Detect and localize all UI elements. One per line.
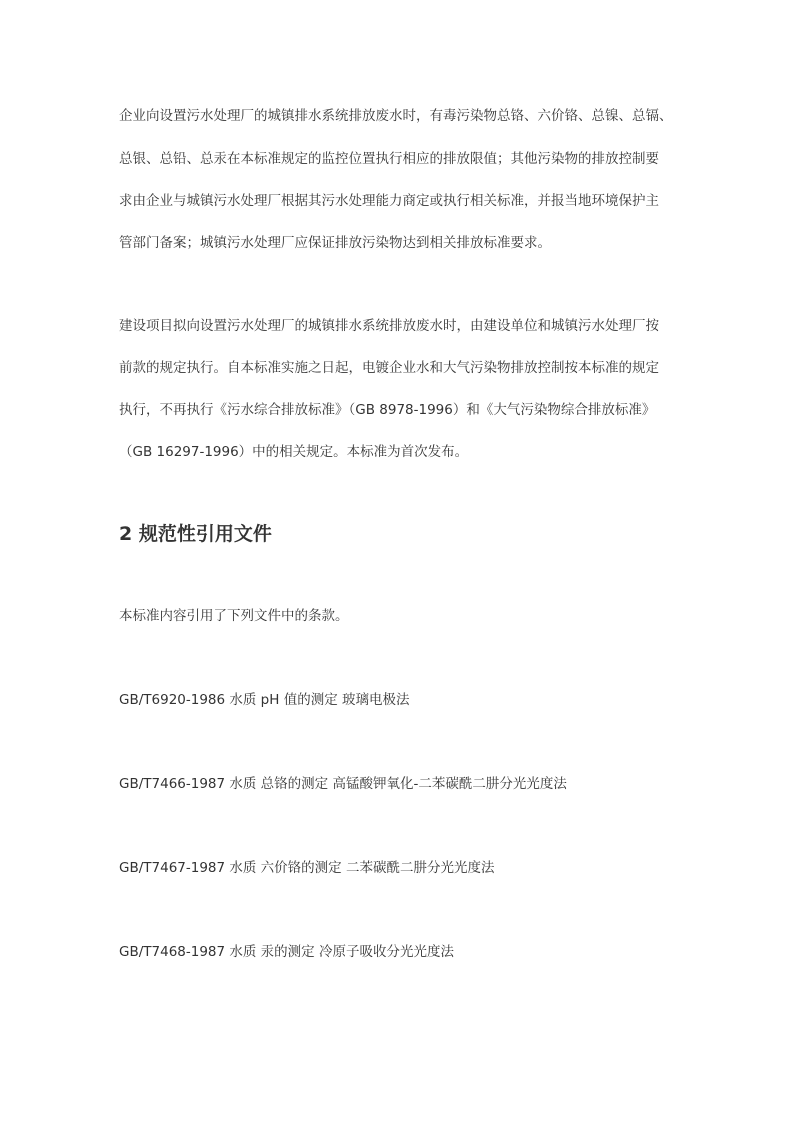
para1-line-4: 管部门备案；城镇污水处理厂应保证排放污染物达到相关排放标准要求。 (119, 235, 551, 251)
para2-line-1: 建设项目拟向设置污水处理厂的城镇排水系统排放废水时，由建设单位和城镇污水处理厂按 (119, 318, 659, 334)
para2-line-2: 前款的规定执行。自本标准实施之日起，电镀企业水和大气污染物排放控制按本标准的规定 (119, 360, 659, 376)
section-intro: 本标准内容引用了下列文件中的条款。 (119, 608, 349, 624)
para1-line-1: 企业向设置污水处理厂的城镇排水系统排放废水时，有毒污染物总铬、六价铬、总镍、总镉、 (119, 108, 673, 124)
reference-item-4: GB/T7468-1987 水质 汞的测定 冷原子吸收分光光度法 (119, 944, 454, 960)
section-heading: 2 规范性引用文件 (119, 523, 272, 545)
reference-item-1: GB/T6920-1986 水质 pH 值的测定 玻璃电极法 (119, 692, 410, 708)
reference-item-2: GB/T7466-1987 水质 总铬的测定 高锰酸钾氧化-二苯碳酰二肼分光光度法 (119, 776, 567, 792)
para1-line-3: 求由企业与城镇污水处理厂根据其污水处理能力商定或执行相关标准，并报当地环境保护主 (119, 193, 659, 209)
para2-line-3: 执行，不再执行《污水综合排放标准》（GB 8978-1996）和《大气污染物综合排放标准》 (119, 402, 656, 418)
reference-item-3: GB/T7467-1987 水质 六价铬的测定 二苯碳酰二肼分光光度法 (119, 860, 495, 876)
para1-line-2: 总银、总铅、总汞在本标准规定的监控位置执行相应的排放限值；其他污染物的排放控制要 (119, 151, 659, 167)
para2-line-4: （GB 16297-1996）中的相关规定。本标准为首次发布。 (119, 444, 469, 460)
